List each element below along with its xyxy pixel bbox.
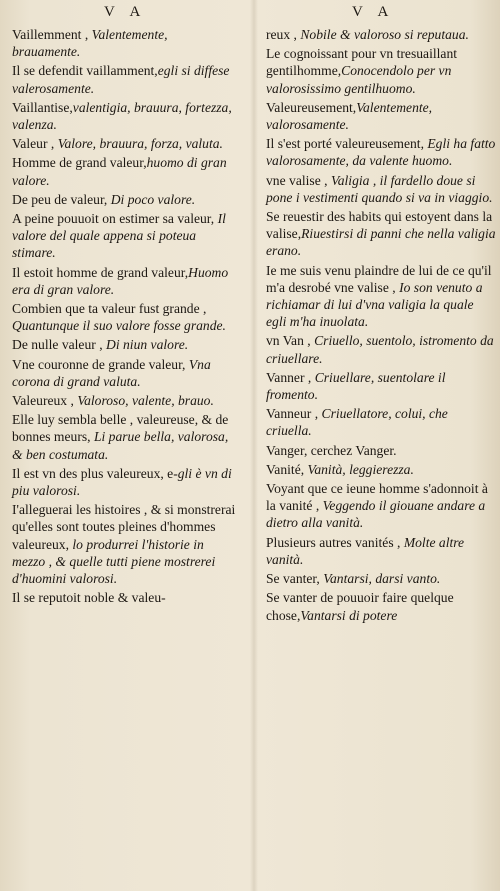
italian-translation: gli è vn di piu valorosi. — [12, 465, 232, 499]
dictionary-entry — [12, 356, 238, 390]
dictionary-entry — [12, 26, 238, 60]
dictionary-entry — [266, 480, 496, 532]
french-headword: Vne couronne de grande valeur, — [12, 356, 189, 372]
italian-translation: Huomo era di gran valore. — [12, 264, 229, 297]
running-header-right: V A — [352, 4, 395, 20]
dictionary-entry — [12, 210, 238, 262]
french-headword: Ie me suis venu plaindre de lui de ce qu'il m'a desrobé vne valise , — [266, 262, 492, 295]
dictionary-entry — [12, 589, 238, 606]
dictionary-entry — [12, 191, 238, 208]
italian-translation: Vna corona di grand valuta. — [12, 356, 211, 389]
dictionary-entry — [266, 405, 496, 439]
italian-translation: Riuestirsi di panni che nella valigia erano. — [266, 226, 496, 259]
dictionary-entry — [12, 99, 238, 133]
french-headword: Il s'est porté valeureusement, — [266, 136, 428, 152]
italian-translation: Conocendolo per vn valorosissimo gentilhuomo. — [266, 63, 452, 96]
italian-translation: valentigia, brauura, fortezza, valenza. — [12, 99, 232, 133]
french-headword: De nulle valeur , — [12, 337, 106, 353]
dictionary-entry — [266, 262, 496, 331]
italian-translation: Molte altre vanità. — [266, 534, 465, 567]
french-headword: Voyant que ce ieune homme s'adonnoit à la vanité , — [266, 481, 488, 514]
dictionary-entry — [12, 336, 238, 353]
italian-translation: Vanità, leggierezza. — [307, 461, 414, 477]
french-headword: Se reuestir des habits qui estoyent dans la valise, — [266, 209, 493, 242]
french-headword: Il est vn des plus valeureux, e- — [12, 465, 178, 481]
french-headword: Plusieurs autres vanités , — [266, 534, 404, 550]
french-headword: Se vanter de pouuoir faire quelque chose, — [266, 590, 454, 623]
italian-translation: Nobile & valoroso si reputaua. — [300, 27, 469, 42]
italian-translation: Egli ha fatto valorosamente, da valente huomo. — [266, 136, 496, 169]
italian-translation: Valigia , il fardello doue si pone i vestimenti quando si va in viaggio. — [266, 172, 493, 205]
italian-translation: Criuellare, suentolare il fromento. — [266, 369, 446, 403]
french-headword: Il se defendit vaillamment, — [12, 63, 158, 79]
french-headword: Vaillemment , — [12, 27, 92, 42]
dictionary-entry — [12, 300, 238, 334]
italian-translation: lo produrrei l'historie in mezzo , & quelle tutti piene mostrerei d'huomini valorosi. — [12, 536, 216, 587]
dictionary-entry — [266, 332, 496, 366]
italian-translation: Il valore del quale appena si poteua stimare. — [12, 211, 226, 261]
dictionary-entry — [266, 135, 496, 169]
french-headword: Valeureusement, — [266, 99, 357, 115]
french-headword: I'alleguerai les histoires , & si monstrerai qu'elles sont toutes pleines d'hommes valeureux, — [12, 502, 236, 552]
french-headword: vne valise , — [266, 172, 331, 188]
italian-translation: Valentemente, brauamente. — [12, 27, 168, 60]
dictionary-entry — [266, 208, 496, 260]
french-headword: Le cognoissant pour vn tresuaillant gentilhomme, — [266, 46, 458, 79]
dictionary-entry — [266, 45, 496, 97]
italian-translation: Di niun valore. — [106, 337, 189, 353]
french-headword: Vanger, cerchez Vanger. — [266, 442, 397, 458]
french-headword: Homme de grand valeur, — [12, 155, 147, 171]
french-headword: Elle luy sembla belle , valeureuse, & de bonnes meurs, — [12, 412, 229, 445]
french-headword: Il se reputoit noble & valeu- — [12, 590, 166, 606]
french-headword: Vanneur , — [266, 406, 322, 422]
french-headword: Vaillantise, — [12, 99, 73, 115]
dictionary-entry — [266, 589, 496, 623]
right-column — [266, 26, 496, 626]
dictionary-entry — [12, 154, 238, 188]
dictionary-entry — [12, 392, 238, 409]
dictionary-entry — [266, 442, 496, 459]
italian-translation: Io son venuto a richiamar di lui d'vna valigia la quale egli m'ha inuolata. — [266, 279, 483, 330]
dictionary-entry — [266, 26, 496, 43]
italian-translation: Criuello, suentolo, istromento da criuellare. — [266, 333, 494, 366]
french-headword: Se vanter, — [266, 571, 324, 587]
dictionary-entry — [266, 570, 496, 587]
dictionary-entry — [12, 135, 238, 152]
french-headword: Valeur , — [12, 136, 58, 152]
french-headword: reux , — [266, 27, 301, 42]
italian-translation: Valentemente, valorosamente. — [266, 99, 433, 133]
dictionary-entry — [12, 62, 238, 96]
running-header-left: V A — [104, 4, 147, 20]
dictionary-entry — [266, 172, 496, 206]
italian-translation: egli si diffese valerosamente. — [12, 63, 230, 96]
dictionary-entry — [12, 411, 238, 463]
dictionary-entry — [266, 461, 496, 478]
dictionary-entry — [12, 264, 238, 298]
italian-translation: Valore, brauura, forza, valuta. — [57, 136, 223, 152]
italian-translation: Valoroso, valente, brauo. — [77, 393, 214, 409]
italian-translation: Li parue bella, valorosa, & ben costumata. — [12, 429, 229, 462]
italian-translation: Vantarsi, darsi vanto. — [323, 571, 441, 587]
dictionary-entry — [266, 534, 496, 568]
italian-translation: Quantunque il suo valore fosse grande. — [12, 318, 226, 334]
italian-translation: Vantarsi di potere — [300, 607, 398, 623]
french-headword: Il estoit homme de grand valeur, — [12, 264, 189, 280]
french-headword: Vanner , — [266, 369, 315, 385]
french-headword: De peu de valeur, — [12, 191, 111, 207]
dictionary-entry — [266, 369, 496, 403]
dictionary-entry — [12, 501, 238, 587]
french-headword: Valeureux , — [12, 393, 78, 409]
left-column — [12, 26, 238, 609]
italian-translation: huomo di gran valore. — [12, 155, 227, 188]
dictionary-entry — [266, 99, 496, 133]
french-headword: vn Van , — [266, 333, 315, 349]
french-headword: Vanité, — [266, 461, 308, 477]
italian-translation: Criuellatore, colui, che criuella. — [266, 406, 448, 439]
french-headword: Combien que ta valeur fust grande , — [12, 301, 207, 317]
french-headword: A peine pouuoit on estimer sa valeur, — [12, 211, 218, 227]
italian-translation: Veggendo il giouane andare a dietro alla vanità. — [266, 498, 486, 531]
italian-translation: Di poco valore. — [110, 191, 196, 207]
page-gutter — [250, 0, 258, 891]
dictionary-entry — [12, 465, 238, 499]
